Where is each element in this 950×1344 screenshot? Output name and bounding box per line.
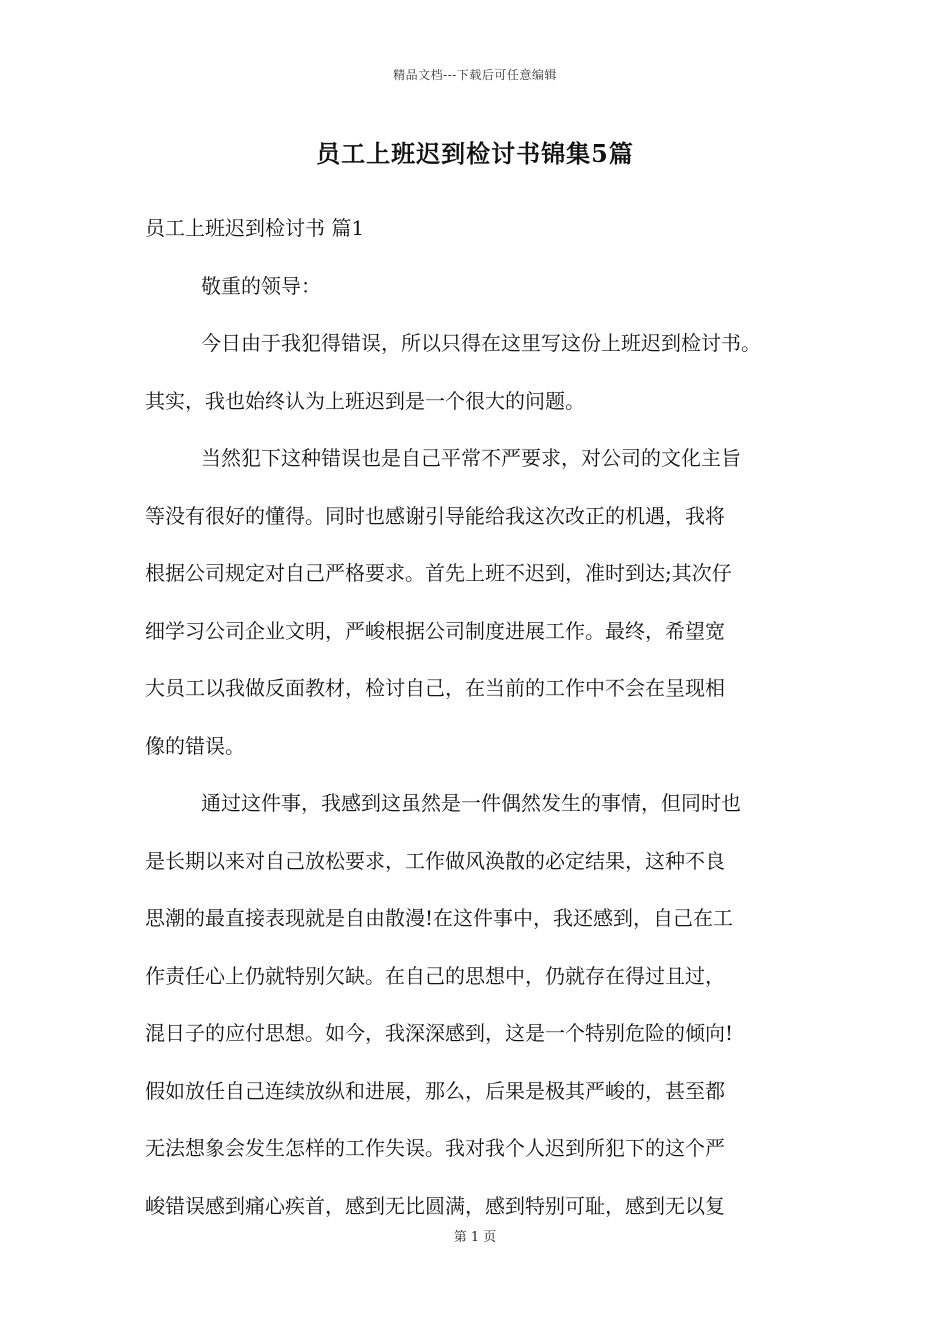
body-line: 细学习公司企业文明，严峻根据公司制度进展工作。最终，希望宽 (145, 618, 725, 643)
body-line: 作责任心上仍就特别欠缺。在自己的思想中，仍就存在得过且过， (145, 963, 725, 988)
page-number: 第 1 页 (453, 1230, 497, 1245)
body-line: 思潮的最直接表现就是自由散漫!在这件事中，我还感到，自己在工 (145, 906, 734, 930)
body-line: 像的错误。 (145, 733, 245, 758)
body-line: 峻错误感到痛心疾首，感到无比圆满，感到特别可耻，感到无以复 (145, 1193, 725, 1218)
body-line: 其实，我也始终认为上班迟到是一个很大的问题。 (145, 388, 585, 413)
body-line: 大员工以我做反面教材，检讨自己，在当前的工作中不会在呈现相 (145, 676, 725, 700)
body-line: 等没有很好的懂得。同时也感谢引导能给我这次改正的机遇，我将 (145, 503, 725, 528)
body-line: 通过这件事，我感到这虽然是一件偶然发生的事情，但同时也 (201, 791, 741, 815)
body-line: 当然犯下这种错误也是自己平常不严要求，对公司的文化主旨 (201, 446, 741, 470)
body-line: 今日由于我犯得错误，所以只得在这里写这份上班迟到检讨书。 (201, 331, 761, 355)
page-header: 精品文档---下载后可任意编辑 (393, 68, 557, 82)
body-line: 无法想象会发生怎样的工作失误。我对我个人迟到所犯下的这个严 (145, 1136, 725, 1160)
body-line: 假如放任自己连续放纵和进展，那么，后果是极其严峻的，甚至都 (145, 1078, 725, 1103)
document-body (145, 200, 825, 1235)
document-title: 员工上班迟到检讨书锦集5篇 (316, 139, 634, 168)
body-line: 混日子的应付思想。如今，我深深感到，这是一个特别危险的倾向! (145, 1021, 734, 1045)
body-line: 是长期以来对自己放松要求，工作做风涣散的必定结果，这种不良 (145, 848, 725, 873)
section-heading: 员工上班迟到检讨书 篇1 (145, 216, 365, 240)
salutation-line: 敬重的领导： (201, 273, 321, 298)
body-line: 根据公司规定对自己严格要求。首先上班不迟到，准时到达;其次仔 (145, 561, 732, 585)
